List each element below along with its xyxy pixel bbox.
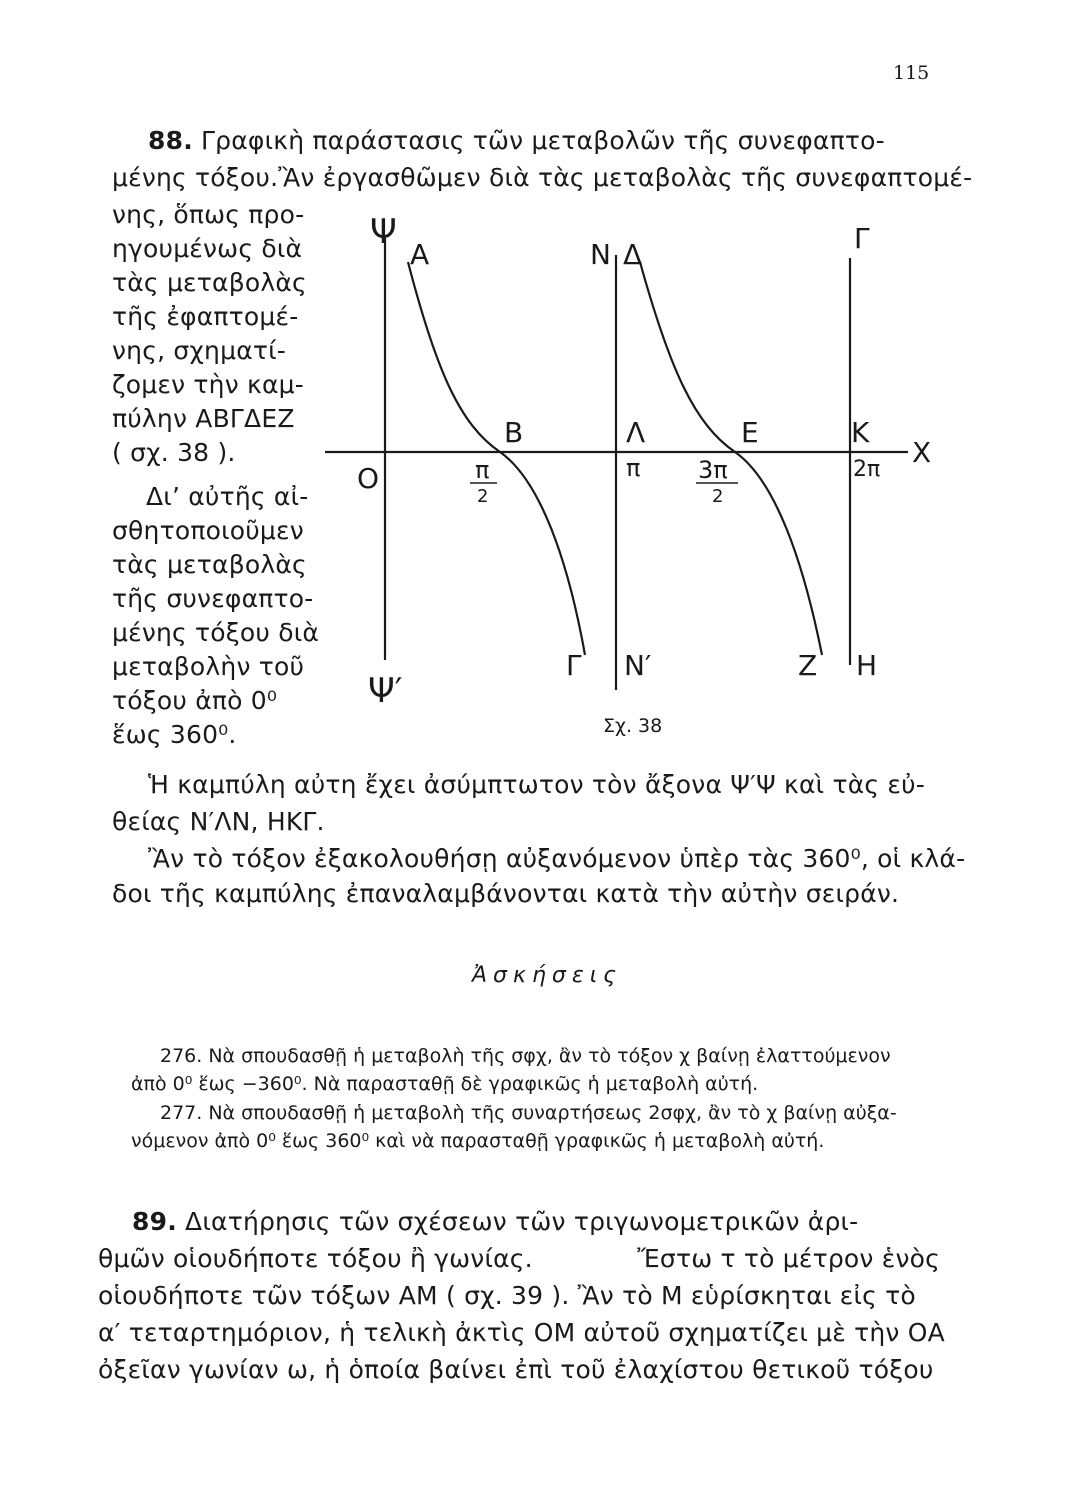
- left-col-line: τῆς ἐφαπτομέ-: [112, 302, 299, 331]
- label-a: Α: [410, 238, 430, 271]
- curve-branch-1: [408, 262, 585, 655]
- left-col-line: σθητοποιοῦμεν: [112, 516, 304, 545]
- section-89-title-line: [132, 1205, 858, 1239]
- label-e: Ε: [741, 416, 759, 449]
- figure-38-cotangent-graph: [320, 205, 945, 745]
- exercises-heading: Ἀσκήσεις: [472, 963, 623, 988]
- tick-pi-half-den: 2: [477, 486, 489, 507]
- page-number: 115: [893, 62, 930, 84]
- label-n: Ν: [590, 238, 611, 271]
- section-89-line5: ὀξεῖαν γωνίαν ω, ἡ ὁποία βαίνει ἐπὶ τοῦ ἐλαχίστου θετικοῦ τόξου: [98, 1355, 934, 1384]
- section-89-line2-rest: Ἔστω τ τὸ μέτρον ἑνὸς: [637, 1244, 940, 1273]
- left-column-text: [112, 198, 320, 752]
- left-col-line: ἕως 360⁰.: [112, 720, 237, 749]
- exercise-277-line2: νόμενον ἀπὸ 0⁰ ἕως 360⁰ καὶ νὰ παρασταθῇ γραφικῶς ἡ μεταβολὴ αὐτή.: [131, 1130, 825, 1152]
- left-col-line: μεταβολὴν τοῦ: [112, 652, 305, 681]
- left-col-line: τὰς μεταβολὰς: [112, 268, 307, 297]
- left-col-line: νης, σχηματί-: [112, 336, 287, 365]
- label-n-prime: Ν′: [624, 649, 652, 682]
- label-x: Χ: [912, 436, 932, 469]
- exercise-277-line1: 277. Νὰ σπουδασθῇ ἡ μεταβολὴ τῆς συναρτήσεως 2σφχ, ἂν τὸ χ βαίνῃ αὐξα-: [160, 1102, 897, 1124]
- label-origin-o: Ο: [357, 462, 380, 495]
- tick-pi-half-num: π: [475, 456, 490, 484]
- left-col-line: μένης τόξου διὰ: [112, 618, 320, 647]
- label-lambda: Λ: [626, 416, 646, 449]
- label-b: Β: [504, 416, 524, 449]
- exercise-276-line2: ἀπὸ 0⁰ ἕως −360⁰. Νὰ παρασταθῇ δὲ γραφικῶς ἡ μεταβολὴ αὐτή.: [131, 1073, 759, 1095]
- section-88-title-part2: μένης τόξου.: [112, 163, 279, 192]
- exercise-276-line1: 276. Νὰ σπουδασθῇ ἡ μεταβολὴ τῆς σφχ, ἂν τὸ τόξον χ βαίνῃ ἐλαττούμενον: [160, 1045, 891, 1067]
- label-psi: Ψ: [370, 212, 397, 252]
- left-col-line: ηγουμένως διὰ: [112, 234, 303, 263]
- section-89-line3: οἱουδήποτε τῶν τόξων ΑΜ ( σχ. 39 ). Ἂν τὸ Μ εὑρίσκηται εἰς τὸ: [98, 1281, 916, 1310]
- tick-three-pi-half-num: 3π: [698, 456, 728, 484]
- label-gamma-top: Γ: [854, 222, 870, 255]
- para3-line2: δοι τῆς καμπύλης ἐπαναλαμβάνονται κατὰ τὴν αὐτὴν σειράν.: [112, 879, 900, 908]
- para2-line1-text: Ἡ καμπύλη αὐτη ἔχει ἀσύμπτωτον τὸν ἄξονα Ψ′Ψ καὶ τὰς εὐ-: [148, 770, 926, 799]
- left-col-line: πύλην ΑΒΓΔΕΖ: [112, 404, 295, 433]
- section-88-title-line: [148, 124, 940, 158]
- label-h: Η: [856, 649, 878, 682]
- section-88-title-part1: Γραφικὴ παράστασις τῶν μεταβολῶν τῆς συνεφαπτο-: [201, 126, 885, 155]
- label-psi-prime: Ψ′: [368, 671, 403, 711]
- label-gamma-bottom: Γ: [566, 649, 582, 682]
- section-89-title-part2: θμῶν οἱουδήποτε τόξου ἢ γωνίας.: [98, 1244, 533, 1273]
- left-col-line: Δι’ αὐτῆς αἰ-: [146, 482, 309, 511]
- section-89-title-part1: Διατήρησις τῶν σχέσεων τῶν τριγωνομετρικῶν ἀρι-: [185, 1207, 859, 1236]
- section-89-line2: [98, 1242, 940, 1276]
- curve-branch-2: [640, 262, 822, 655]
- section-88-number: 88.: [148, 126, 193, 155]
- section-88-line2-rest: Ἂν ἐργασθῶμεν διὰ τὰς μεταβολὰς τῆς συνεφαπτομέ-: [278, 163, 973, 192]
- tick-pi: π: [626, 454, 641, 482]
- section-89-line4: α′ τεταρτημόριον, ἡ τελικὴ ἀκτὶς ΟΜ αὐτοῦ σχηματίζει μὲ τὴν ΟΑ: [98, 1318, 945, 1347]
- para2-line1: [148, 768, 940, 802]
- label-delta: Δ: [623, 238, 643, 271]
- left-col-line: ζομεν τὴν καμ-: [112, 370, 304, 399]
- tick-two-pi: 2π: [853, 457, 881, 482]
- section-88-line2: [112, 161, 973, 195]
- left-col-line: ( σχ. 38 ).: [112, 438, 236, 467]
- tick-three-pi-half-den: 2: [712, 486, 724, 507]
- para3-line1: Ἂν τὸ τόξον ἐξακολουθήσῃ αὐξανόμενον ὑπὲρ τὰς 360⁰, οἱ κλά-: [148, 844, 966, 873]
- label-k: Κ: [851, 416, 870, 449]
- left-col-line: τόξου ἀπὸ 0⁰: [112, 686, 278, 715]
- left-col-line: τὰς μεταβολὰς: [112, 550, 307, 579]
- para2-line2: θείας Ν′ΛΝ, ΗΚΓ.: [112, 807, 325, 836]
- label-z: Ζ: [798, 649, 818, 682]
- left-col-line: τῆς συνεφαπτο-: [112, 584, 314, 613]
- section-89-number: 89.: [132, 1207, 177, 1236]
- left-col-line: νης, ὅπως προ-: [112, 200, 305, 229]
- figure-caption: Σχ. 38: [603, 715, 663, 737]
